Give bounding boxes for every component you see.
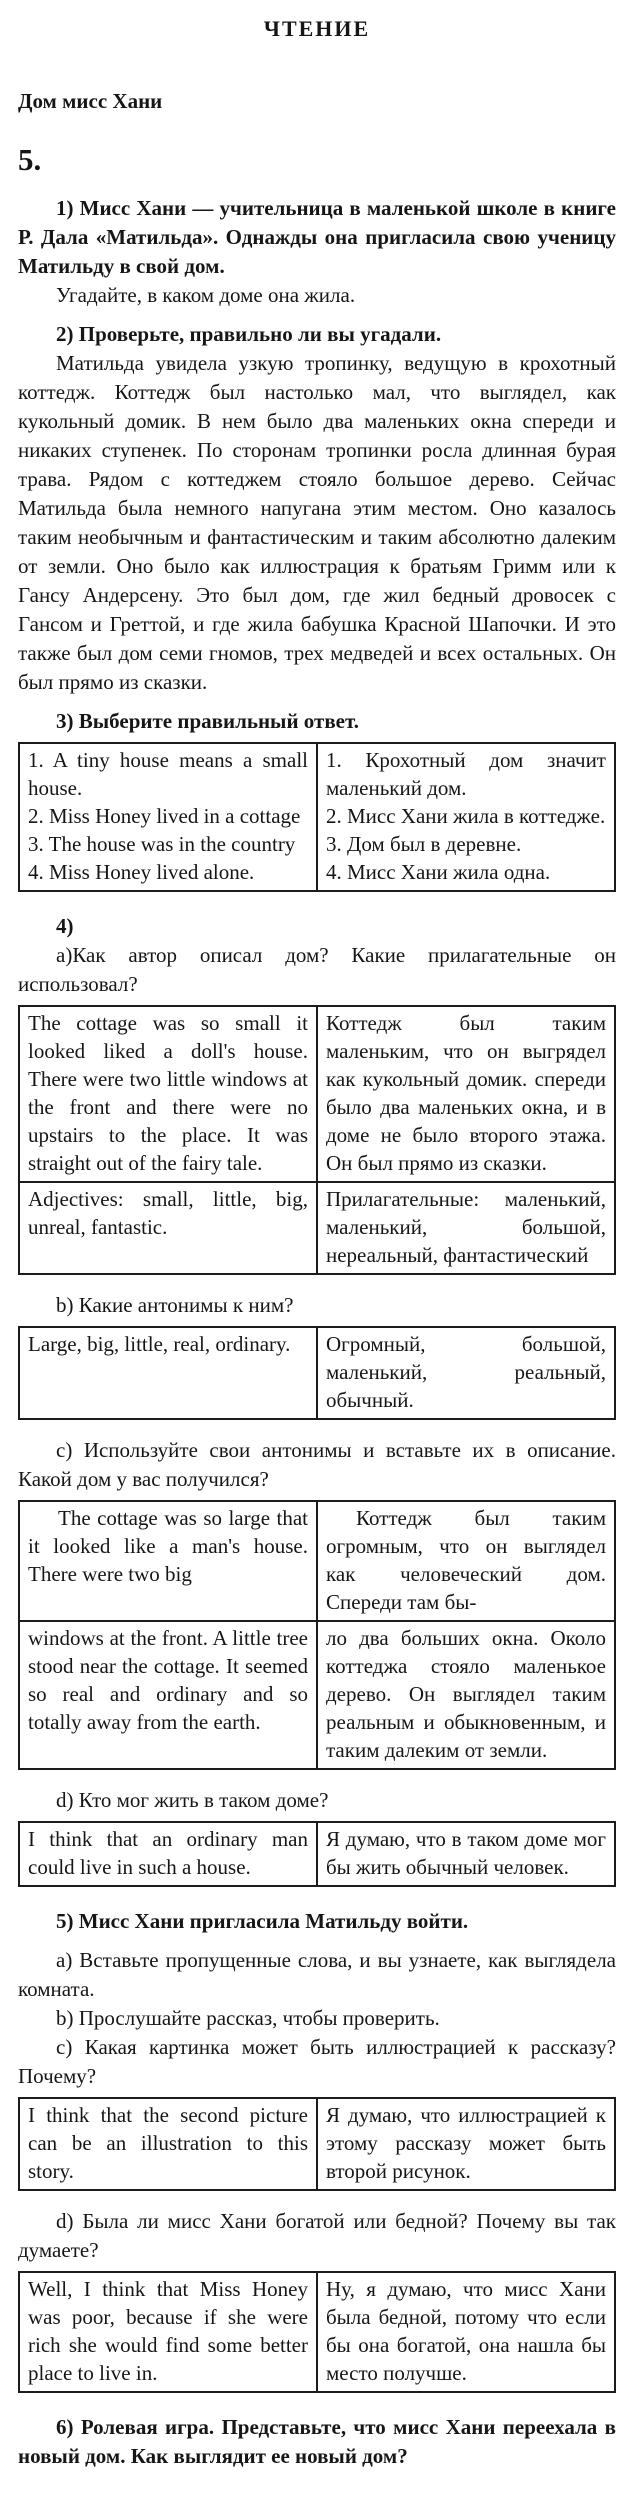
list-item: 1. A tiny house means a small house. — [28, 748, 308, 800]
table-row — [19, 743, 615, 891]
task5d-item: d) Была ли мисс Хани богатой или бедной? Почему вы так думаете? — [18, 2209, 616, 2262]
task4c-question: c) Используйте свои антонимы и вставьте их в описание. Какой дом у вас получился? — [18, 1438, 616, 1491]
task5-label: 5) Мисс Хани пригласила Матильду войти. — [56, 1909, 469, 1933]
task1-hint: Угадайте, в каком доме она жила. — [56, 283, 356, 307]
task5a-item: а) Вставьте пропущенные слова, и вы узнаете, как выглядела комната. — [18, 1948, 616, 2001]
task5d-cell-en: Well, I think that Miss Honey was poor, because if she were rich she would find some better place to live in. — [19, 2272, 317, 2392]
list-item: 1. Крохотный дом значит маленький дом. — [326, 748, 606, 800]
task4a-row2-en: Adjectives: small, little, big, unreal, fantastic. — [19, 1182, 317, 1274]
table-row — [19, 1006, 615, 1182]
task3-answers-table — [18, 742, 616, 892]
task4d-question: d) Кто мог жить в таком доме? — [56, 1788, 329, 1812]
task3-cell-ru — [317, 743, 615, 891]
task4a-row1-ru: Коттедж был таким маленьким, что он выгрядел как кукольный домик. спереди было два маленьких окна, и в доме не было второго этажа. Он был прямо из сказки. — [317, 1006, 615, 1182]
task4b-question: b) Какие антонимы к ним? — [56, 1293, 294, 1317]
topic-title: Дом мисс Хани — [18, 89, 163, 113]
task6-label: 6) Ролевая игра. Представьте, что мисс Хани переехала в новый дом. Как выглядит ее новый дом? — [18, 2415, 616, 2468]
task1-label: 1) Мисс Хани — учительница в маленькой школе в книге Р. Дала «Матильда». Однажды она пригласила свою ученицу Матильду в свой дом. — [18, 196, 616, 278]
task3-cell-en — [19, 743, 317, 891]
task4c-row2-en: windows at the front. A little tree stood near the cottage. It seemed so real and ordinary and so totally away from the earth. — [19, 1621, 317, 1769]
task4a-question: а)Как автор описал дом? Какие прилагательные он использовал? — [18, 943, 616, 996]
list-item: 4. Мисс Хани жила одна. — [326, 860, 551, 884]
task5d-cell-ru: Ну, я думаю, что мисс Хани была бедной, потому что если бы она богатой, она нашла бы место получше. — [317, 2272, 615, 2392]
task4d-cell-ru: Я думаю, что в таком доме мог бы жить обычный человек. — [317, 1822, 615, 1886]
task4c-row1-ru: Коттедж был таким огромным, что он выглядел как человеческий дом. Спереди там бы- — [317, 1501, 615, 1621]
section-title: ЧТЕНИЕ — [263, 16, 371, 41]
table-row — [19, 2098, 615, 2190]
task5c-cell-en: I think that the second picture can be an illustration to this story. — [19, 2098, 317, 2190]
table-row — [19, 2272, 615, 2392]
task4d-table — [18, 1821, 616, 1887]
table-row — [19, 1621, 615, 1769]
task2-text: Матильда увидела узкую тропинку, ведущую в крохотный коттедж. Коттедж был настолько мал, что выглядел, как кукольный домик. В нем было два маленьких окна спереди и никаких ступенек. По сторонам тропинки росла длинная бурая трава. Рядом с коттеджем стояло большое дерево. Сейчас Матильда была немного напугана этим местом. Оно казалось таким необычным и фантастическим и таким абсолютно далеким от земли. Оно было как иллюстрация к братьям Гримм или к Гансу Андерсену. Это был дом, где жил бедный дровосек с Гансом и Греттой, и где жила бабушка Красной Шапочки. И это также был дом семи гномов, трех медведей и всех остальных. Он был прямо из сказки. — [18, 351, 616, 694]
task2-label: 2) Проверьте, правильно ли вы угадали. — [56, 322, 442, 346]
task5b-item: b) Прослушайте рассказ, чтобы проверить. — [56, 2006, 440, 2030]
task4c-table — [18, 1500, 616, 1770]
task4-label: 4) — [56, 914, 74, 938]
task5c-item: c) Какая картинка может быть иллюстрацией к рассказу? Почему? — [18, 2035, 616, 2088]
task4b-table — [18, 1326, 616, 1420]
list-item: 4. Miss Honey lived alone. — [28, 860, 255, 884]
task5d-table — [18, 2271, 616, 2393]
exercise-number: 5. — [18, 142, 42, 177]
list-item: 2. Мисс Хани жила в коттедже. — [326, 804, 606, 828]
task4b-cell-ru: Огромный, большой, маленький, реальный, обычный. — [317, 1327, 615, 1419]
table-row — [19, 1822, 615, 1886]
task4d-cell-en: I think that an ordinary man could live in such a house. — [19, 1822, 317, 1886]
task5c-table — [18, 2097, 616, 2191]
task4c-row2-ru: ло два больших окна. Около коттеджа стояло маленькое дерево. Он выглядел таким реальным и обыкновенным, и таким далеким от земли. — [317, 1621, 615, 1769]
task4a-row1-en: The cottage was so small it looked liked a doll's house. There were two little windows at the front and there were no upstairs to the place. It was straight out of the fairy tale. — [19, 1006, 317, 1182]
task4c-row1-en: The cottage was so large that it looked like a man's house. There were two big — [19, 1501, 317, 1621]
table-row — [19, 1327, 615, 1419]
task4a-row2-ru: Прилагательные: маленький, маленький, большой, нереальный, фантастический — [317, 1182, 615, 1274]
task5c-cell-ru: Я думаю, что иллюстрацией к этому рассказу может быть второй рисунок. — [317, 2098, 615, 2190]
task4a-table — [18, 1005, 616, 1275]
task3-label: 3) Выберите правильный ответ. — [56, 709, 359, 733]
task4b-cell-en: Large, big, little, real, ordinary. — [19, 1327, 317, 1419]
table-row — [19, 1182, 615, 1274]
list-item: 3. The house was in the country — [28, 832, 296, 856]
list-item: 2. Miss Honey lived in a cottage — [28, 804, 301, 828]
list-item: 3. Дом был в деревне. — [326, 832, 522, 856]
table-row — [19, 1501, 615, 1621]
